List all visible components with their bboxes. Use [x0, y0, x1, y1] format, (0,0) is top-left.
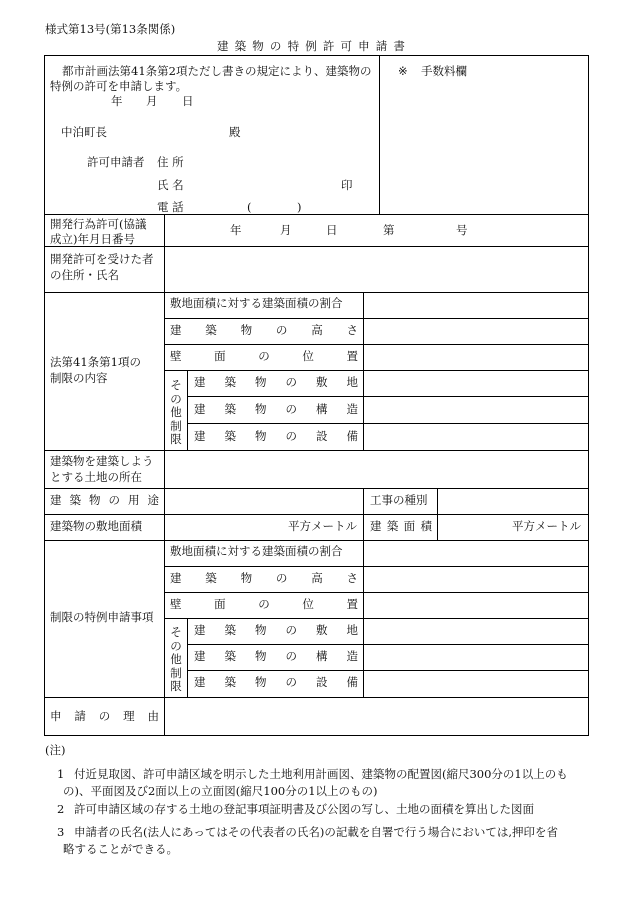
date-year-label: 年 [111, 94, 123, 108]
grid-line [45, 292, 588, 293]
label-char: 許 [322, 39, 335, 53]
exception-coverage-ratio-label: 敷地面積に対する建築面積の割合 [170, 544, 343, 558]
application-reason-label [50, 711, 159, 723]
label-char: 造 [346, 402, 358, 416]
label-char: 建 [194, 649, 206, 663]
mayor-addressee: 中泊町長 [61, 125, 107, 139]
label-char: の [285, 375, 297, 389]
site-area-label: 建築物の敷地面積 [50, 519, 142, 533]
grid-line [45, 450, 588, 451]
label-char: 築 [205, 571, 217, 585]
label-char: 物 [255, 675, 267, 689]
note1-line1: 付近見取図、許可申請区域を明示した土地利用計画図、建築物の配置図(縮尺300分の1以上のも [74, 767, 568, 781]
grid-line [164, 344, 588, 345]
notes-heading: (注) [45, 743, 66, 757]
note3-line2: 略することができる。 [63, 842, 178, 856]
label-char: 物 [252, 39, 264, 53]
label-char: 築 [386, 519, 399, 533]
note3-line1: 申請者の氏名(法人にあってはその代表者の氏名)の記載を自署で行う場合においては,押印を省 [74, 825, 559, 839]
note1-line2: の)、平面図及び2面以上の立面図(縮尺100分の1以上のもの) [63, 784, 378, 798]
dev-permit-label-line2: 成立)年月日番号 [50, 232, 135, 246]
label-char: の [275, 571, 288, 585]
building-equipment-label [194, 431, 358, 443]
label-char: の [285, 429, 297, 443]
grid-line [363, 292, 364, 450]
label-char: 請 [74, 709, 86, 723]
label-char: 用 [128, 493, 140, 507]
form-title [217, 41, 405, 53]
vertical-label-char: そ [170, 378, 182, 392]
label-char: 由 [147, 709, 159, 723]
label-char: 建 [170, 571, 182, 585]
label-char: 築 [224, 375, 236, 389]
vertical-label-char: 制 [170, 665, 182, 680]
exception-label: 制限の特例申請事項 [50, 610, 154, 624]
label-char: の [98, 709, 111, 723]
label-char: 建 [50, 493, 62, 507]
building-site-label [194, 377, 358, 389]
label-char: の [275, 323, 288, 337]
vertical-label-char: 限 [170, 679, 182, 693]
label-char: 申 [50, 709, 62, 723]
exception-building-equipment-label [194, 677, 358, 689]
grid-line [164, 318, 588, 319]
label-char: 面 [214, 349, 226, 363]
exception-wall-position-label [170, 599, 358, 611]
label-char: の [269, 39, 282, 53]
label-char: 建 [370, 519, 382, 533]
label-char: 築 [69, 493, 81, 507]
vertical-label-char: 制 [170, 418, 182, 433]
dev-year-label: 年 [230, 223, 242, 237]
note1-number: 1 [57, 767, 65, 781]
label-char: 地 [346, 623, 358, 637]
building-height-label [170, 325, 358, 337]
label-char: 物 [255, 375, 267, 389]
label-char: さ [346, 571, 358, 585]
intro-text-line1: 都市計画法第41条第2項ただし書きの規定により、建築物の [62, 64, 372, 78]
note3-number: 3 [57, 825, 65, 839]
grid-line [187, 370, 188, 450]
label-char: の [285, 675, 297, 689]
law41-label-line2: 制限の内容 [50, 371, 108, 385]
label-char: 建 [170, 323, 182, 337]
exception-other-restrictions-label [169, 626, 183, 694]
label-char: 置 [346, 349, 358, 363]
label-char: 築 [224, 675, 236, 689]
grid-line [45, 540, 588, 541]
recipient-label-line2: の住所・氏名 [50, 268, 119, 282]
vertical-label-char: そ [170, 625, 182, 639]
phone-close-paren: ) [297, 200, 302, 214]
label-char: 面 [403, 519, 416, 533]
label-char: 造 [346, 649, 358, 663]
vertical-label-char: 他 [170, 405, 182, 419]
label-char: 構 [316, 649, 328, 663]
label-char: 途 [147, 493, 159, 507]
label-char: 物 [240, 323, 253, 337]
location-label-line2: とする土地の所在 [50, 470, 142, 484]
grid-line [164, 566, 588, 567]
grid-line [164, 618, 588, 619]
label-char: 築 [224, 623, 236, 637]
name-label: 氏 名 [157, 178, 184, 192]
label-char: 物 [255, 623, 267, 637]
label-char: 建 [194, 623, 206, 637]
label-char: 備 [346, 429, 358, 443]
label-char: 築 [205, 323, 217, 337]
grid-line [187, 618, 188, 697]
label-char: 可 [340, 39, 352, 53]
wall-position-label [170, 351, 358, 363]
label-char: 積 [420, 519, 432, 533]
applicant-label: 許可申請者 [87, 155, 145, 169]
grid-line [45, 697, 588, 698]
label-char: 物 [255, 649, 267, 663]
label-char: 例 [305, 39, 317, 53]
label-char: 申 [358, 39, 370, 53]
label-char: 書 [393, 39, 405, 53]
label-char: の [285, 649, 297, 663]
other-restrictions-label [169, 379, 183, 447]
label-char: の [285, 623, 297, 637]
label-char: 構 [316, 402, 328, 416]
grid-line [187, 423, 588, 424]
dev-number-suffix: 号 [456, 223, 468, 237]
building-use-label [50, 495, 159, 507]
label-char: 敷 [316, 375, 328, 389]
fee-mark: ※ [398, 64, 408, 78]
honorific: 殿 [229, 125, 241, 139]
exception-building-site-label [194, 625, 358, 637]
label-char: 置 [346, 597, 358, 611]
label-char: 敷 [316, 623, 328, 637]
grid-line [45, 214, 588, 215]
label-char: 築 [224, 402, 236, 416]
label-char: さ [346, 323, 358, 337]
label-char: 高 [311, 323, 323, 337]
label-char: 地 [346, 375, 358, 389]
vertical-label-char: 他 [170, 652, 182, 666]
seal-mark: 印 [341, 178, 353, 192]
law41-label-line1: 法第41条第1項の [50, 355, 141, 369]
fee-label: 手数料欄 [421, 64, 467, 78]
label-char: 築 [234, 39, 247, 53]
label-char: 物 [89, 493, 101, 507]
note2-number: 2 [57, 802, 65, 816]
label-char: 設 [316, 675, 328, 689]
work-type-label: 工事の種別 [370, 493, 428, 507]
dev-permit-label-line1: 開発行為許可(協議 [50, 217, 147, 231]
coverage-ratio-label: 敷地面積に対する建築面積の割合 [170, 296, 343, 310]
exception-building-height-label [170, 573, 358, 585]
form-number: 様式第13号(第13条関係) [45, 22, 176, 36]
label-char: 壁 [170, 597, 182, 611]
vertical-label-char: 限 [170, 432, 182, 446]
grid-line [164, 592, 588, 593]
building-area-label [370, 521, 432, 533]
label-char: 位 [302, 349, 314, 363]
label-char: 建 [194, 429, 206, 443]
grid-line [379, 56, 380, 214]
recipient-label-line1: 開発許可を受けた者 [50, 252, 154, 266]
label-char: 建 [217, 39, 229, 53]
address-label: 住 所 [157, 155, 184, 169]
label-char: 面 [214, 597, 226, 611]
label-char: 位 [302, 597, 314, 611]
label-char: の [258, 349, 270, 363]
grid-line [187, 670, 588, 671]
note2-line1: 許可申請区域の存する土地の登記事項証明書及び公図の写し、土地の面積を算出した図面 [74, 802, 534, 816]
grid-line [45, 514, 588, 515]
dev-day-label: 日 [326, 223, 338, 237]
label-char: 築 [224, 649, 236, 663]
label-char: の [108, 493, 120, 507]
label-char: 設 [316, 429, 328, 443]
label-char: 備 [346, 675, 358, 689]
grid-line [45, 488, 588, 489]
phone-open-paren: ( [247, 200, 252, 214]
dev-month-label: 月 [280, 223, 292, 237]
grid-line [187, 396, 588, 397]
phone-label: 電 話 [157, 200, 184, 214]
label-char: 建 [194, 675, 206, 689]
date-day-label: 日 [182, 94, 194, 108]
location-label-line1: 建築物を建築しよう [50, 454, 154, 468]
building-structure-label [194, 404, 358, 416]
label-char: 建 [194, 402, 206, 416]
grid-line [45, 246, 588, 247]
label-char: 築 [224, 429, 236, 443]
label-char: 特 [287, 39, 300, 53]
label-char: 建 [194, 375, 206, 389]
dev-number-prefix: 第 [383, 223, 395, 237]
label-char: の [285, 402, 297, 416]
label-char: 物 [255, 402, 267, 416]
label-char: 高 [311, 571, 323, 585]
site-area-unit: 平方メートル [288, 519, 357, 533]
grid-line [187, 644, 588, 645]
label-char: 請 [375, 39, 388, 53]
grid-line [164, 370, 588, 371]
label-char: 物 [255, 429, 267, 443]
label-char: 理 [123, 709, 135, 723]
intro-text-line2: 特例の許可を申請します。 [50, 79, 188, 93]
exception-building-structure-label [194, 651, 358, 663]
label-char: の [258, 597, 270, 611]
building-area-unit: 平方メートル [512, 519, 581, 533]
label-char: 壁 [170, 349, 182, 363]
date-month-label: 月 [146, 94, 158, 108]
label-char: 物 [240, 571, 253, 585]
vertical-label-char: の [170, 638, 182, 653]
vertical-label-char: の [170, 391, 182, 406]
